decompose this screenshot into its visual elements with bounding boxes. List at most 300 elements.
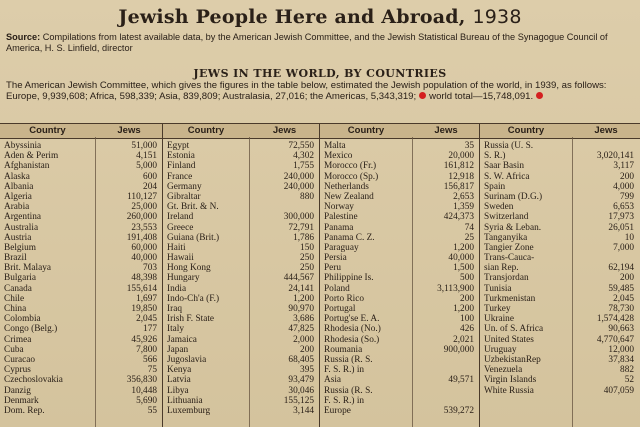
country-name: S. W. Africa <box>484 171 530 182</box>
table-row <box>163 263 320 273</box>
table-row <box>480 223 640 233</box>
table-row <box>163 396 320 406</box>
jews-count: 177 <box>143 324 157 335</box>
country-name: Morocco (Sp.) <box>324 171 379 182</box>
country-name: Tunisia <box>484 283 512 294</box>
country-name: Abyssinia <box>4 141 42 151</box>
country-name: Un. of S. Africa <box>484 324 544 335</box>
jews-count: 3,113,900 <box>437 283 474 294</box>
country-name: Russia (U. S. <box>484 141 534 151</box>
jews-count: 200 <box>460 293 474 304</box>
jews-count: 10,448 <box>131 385 157 396</box>
country-name: Saar Basin <box>484 161 525 172</box>
table-row <box>320 243 480 253</box>
country-name: Porto Rico <box>324 293 365 304</box>
table-row <box>163 223 320 233</box>
country-header: Country <box>347 125 385 136</box>
jews-count: 1,359 <box>453 202 474 213</box>
country-name: Algeria <box>4 191 32 202</box>
table-row <box>320 386 480 396</box>
country-name: Congo (Belg.) <box>4 324 58 335</box>
table-row <box>163 243 320 253</box>
jews-count: 1,697 <box>136 293 157 304</box>
jews-count: 161,812 <box>443 161 474 172</box>
table-row <box>163 324 320 334</box>
table-row <box>480 253 640 263</box>
table-row <box>320 406 480 416</box>
country-name: Albania <box>4 181 34 192</box>
jews-count: 240,000 <box>283 181 314 192</box>
jews-count: 37,834 <box>608 354 634 365</box>
jews-count: 799 <box>620 191 634 202</box>
table-row <box>163 192 320 202</box>
jews-count: 3,144 <box>293 405 314 416</box>
country-name: Haiti <box>167 242 186 253</box>
intro-text: The American Jewish Committee, which gives the figures in the table below, estimated the Jewish population of the world, in 1939, as follows: Europe, 9,939,608; Africa, 598,339; Asia, 839,809; Australasia, 27,016; the Americas, 5,343,319; <box>6 80 607 102</box>
country-name: sian Rep. <box>484 263 519 274</box>
country-name: Ireland <box>167 212 194 223</box>
column-header <box>163 123 320 139</box>
jews-count: 2,653 <box>453 191 474 202</box>
country-name: Spain <box>484 181 506 192</box>
country-name: Peru <box>324 263 342 274</box>
jews-count: 240,000 <box>283 171 314 182</box>
jews-count: 110,127 <box>127 191 157 202</box>
table-row <box>320 345 480 355</box>
jews-count: 1,755 <box>293 161 314 172</box>
country-name: Danzig <box>4 385 31 396</box>
country-name: Portug'se E. A. <box>324 314 380 325</box>
country-name: Crimea <box>4 334 32 345</box>
country-name: Paraguay <box>324 242 359 253</box>
country-name: United States <box>484 334 534 345</box>
table-row <box>163 314 320 324</box>
country-name: Indo-Ch'a (F.) <box>167 293 220 304</box>
country-name: Rhodesia (No.) <box>324 324 381 335</box>
country-name: Palestine <box>324 212 358 223</box>
red-dot-marker <box>536 92 543 99</box>
country-name: Guiana (Brit.) <box>167 232 220 243</box>
intro-paragraph <box>6 81 636 102</box>
country-name: Japan <box>167 344 189 355</box>
jews-count: 407,059 <box>603 385 634 396</box>
jews-count: 62,194 <box>608 263 634 274</box>
country-name: Cuba <box>4 344 24 355</box>
jews-count: 191,408 <box>126 232 157 243</box>
country-name: Panama C. Z. <box>324 232 375 243</box>
country-name: Iraq <box>167 304 182 314</box>
jews-count: 78,730 <box>608 304 634 314</box>
jews-count: 1,786 <box>293 232 314 243</box>
jews-count: 72,791 <box>288 222 314 233</box>
section-divider <box>479 123 480 427</box>
country-name: F. S. R.) in <box>324 365 365 376</box>
section-divider <box>162 123 163 427</box>
jews-count: 4,000 <box>613 181 634 192</box>
jews-count: 200 <box>620 273 634 284</box>
jews-count: 200 <box>620 171 634 182</box>
table-row <box>480 335 640 345</box>
jews-count: 4,770,647 <box>596 334 634 345</box>
country-name: Gt. Brit. & N. <box>167 202 219 213</box>
jews-count: 250 <box>300 263 314 274</box>
table-row <box>480 263 640 273</box>
country-name: Bulgaria <box>4 273 37 284</box>
country-name: Latvia <box>167 375 191 386</box>
table-row <box>0 151 163 161</box>
jews-count: 260,000 <box>126 212 157 223</box>
country-name: Estonia <box>167 151 195 162</box>
country-name: Lithuania <box>167 395 203 406</box>
country-name: Italy <box>167 324 185 335</box>
table-row <box>480 375 640 385</box>
table-row <box>480 386 640 396</box>
jews-count: 23,553 <box>131 222 157 233</box>
jews-count: 395 <box>300 365 314 376</box>
table-row <box>320 253 480 263</box>
country-name: Syria & Leban. <box>484 222 542 233</box>
jews-count: 3,686 <box>293 314 314 325</box>
jews-count: 3,020,141 <box>596 151 634 162</box>
table-row <box>0 345 163 355</box>
jews-count: 566 <box>143 354 157 365</box>
table-row <box>0 223 163 233</box>
country-name: Europe <box>324 405 351 416</box>
table-row <box>480 172 640 182</box>
page-title <box>0 6 640 28</box>
table-row <box>480 324 640 334</box>
country-name: Germany <box>167 181 202 192</box>
country-name: S. R.) <box>484 151 506 162</box>
jews-count: 68,405 <box>288 354 314 365</box>
table-row <box>163 141 320 151</box>
country-name: Sweden <box>484 202 514 213</box>
table-row <box>320 223 480 233</box>
table-row <box>0 172 163 182</box>
jews-count: 25 <box>464 232 474 243</box>
country-name: Roumania <box>324 344 363 355</box>
table-row <box>480 243 640 253</box>
country-name: Irish F. State <box>167 314 215 325</box>
country-name: India <box>167 283 187 294</box>
table-row <box>0 355 163 365</box>
country-name: Czechoslovakia <box>4 375 63 386</box>
table-row <box>163 212 320 222</box>
jews-count: 60,000 <box>131 242 157 253</box>
table-row <box>0 233 163 243</box>
jews-count: 4,151 <box>136 151 157 162</box>
jews-count: 156,817 <box>443 181 474 192</box>
table-row <box>0 335 163 345</box>
jews-count: 155,614 <box>126 283 157 294</box>
country-name: Kenya <box>167 365 192 376</box>
column-header <box>320 123 480 139</box>
table-column-2 <box>163 123 320 427</box>
jews-count: 150 <box>300 242 314 253</box>
table-subtitle: JEWS IN THE WORLD, BY COUNTRIES <box>193 67 447 80</box>
jews-count: 1,200 <box>453 304 474 314</box>
table-row <box>163 182 320 192</box>
jews-count: 250 <box>300 253 314 264</box>
table-row <box>320 182 480 192</box>
country-name: Tangier Zone <box>484 242 534 253</box>
jews-header: Jews <box>594 125 618 136</box>
jews-count: 600 <box>143 171 157 182</box>
table-row <box>480 192 640 202</box>
jews-header: Jews <box>117 125 141 136</box>
jews-count: 100 <box>460 314 474 325</box>
country-name: Arabia <box>4 202 30 213</box>
red-dot-marker <box>419 92 426 99</box>
population-table <box>0 123 640 427</box>
jews-count: 426 <box>460 324 474 335</box>
jews-header: Jews <box>272 125 297 136</box>
table-row <box>163 161 320 171</box>
jews-count: 55 <box>147 405 157 416</box>
country-name: Portugal <box>324 304 356 314</box>
table-row <box>0 192 163 202</box>
table-row <box>480 396 640 406</box>
table-row <box>163 294 320 304</box>
jews-count: 500 <box>460 273 474 284</box>
jews-count: 47,825 <box>288 324 314 335</box>
table-row <box>163 284 320 294</box>
jews-count: 75 <box>147 365 157 376</box>
table-row <box>0 284 163 294</box>
country-name: Trans-Cauca- <box>484 253 535 264</box>
jews-count: 2,045 <box>613 293 634 304</box>
table-row <box>480 212 640 222</box>
jews-count: 5,000 <box>136 161 157 172</box>
country-name: Denmark <box>4 395 39 406</box>
country-name: Netherlands <box>324 181 369 192</box>
table-row <box>163 355 320 365</box>
country-name: Jamaica <box>167 334 197 345</box>
country-name: UzbekistanRep <box>484 354 541 365</box>
table-row <box>0 202 163 212</box>
jews-count: 49,571 <box>448 375 474 386</box>
country-name: Philippine Is. <box>324 273 374 284</box>
table-row <box>320 396 480 406</box>
title-text: Jewish People Here and Abroad, <box>118 6 466 28</box>
source-text: Compilations from latest available data, by the American Jewish Committee, and the Jewish Statistical Bureau of the Synagogue Council of America, H. S. Linfield, director <box>6 32 608 53</box>
table-column-4 <box>480 123 640 427</box>
jews-count: 1,200 <box>453 242 474 253</box>
table-row <box>480 294 640 304</box>
country-name: Surinam (D.G.) <box>484 191 543 202</box>
country-name: F. S. R.) in <box>324 395 365 406</box>
table-row <box>320 284 480 294</box>
table-row <box>0 273 163 283</box>
jews-count: 26,051 <box>608 222 634 233</box>
jews-count: 6,653 <box>613 202 634 213</box>
table-row <box>163 365 320 375</box>
country-name: Libya <box>167 385 189 396</box>
table-row <box>320 202 480 212</box>
jews-count: 155,125 <box>283 395 314 406</box>
country-name: Morocco (Fr.) <box>324 161 377 172</box>
country-name: Gibraltar <box>167 191 201 202</box>
jews-count: 10 <box>624 232 634 243</box>
table-row <box>480 406 640 416</box>
country-name: Poland <box>324 283 350 294</box>
table-row <box>163 345 320 355</box>
jews-count: 93,479 <box>288 375 314 386</box>
table-row <box>0 324 163 334</box>
country-name: Australia <box>4 222 39 233</box>
country-name: Brazil <box>4 253 27 264</box>
table-row <box>0 365 163 375</box>
table-row <box>320 212 480 222</box>
country-name: Mexico <box>324 151 353 162</box>
jews-count: 1,500 <box>453 263 474 274</box>
country-name: France <box>167 171 193 182</box>
country-name: Turkey <box>484 304 511 314</box>
table-row <box>163 233 320 243</box>
table-row <box>320 314 480 324</box>
section-divider <box>319 123 320 427</box>
table-row <box>163 335 320 345</box>
country-name: Venezuela <box>484 365 523 376</box>
country-header: Country <box>29 125 66 136</box>
table-row <box>0 314 163 324</box>
table-row <box>480 151 640 161</box>
table-row <box>480 355 640 365</box>
country-name: Cyprus <box>4 365 31 376</box>
table-row <box>0 386 163 396</box>
table-row <box>163 172 320 182</box>
country-name: Greece <box>167 222 194 233</box>
jews-count: 200 <box>300 344 314 355</box>
jews-count: 52 <box>624 375 634 386</box>
country-name: Argentina <box>4 212 42 223</box>
table-row <box>320 304 480 314</box>
country-name: Malta <box>324 141 346 151</box>
table-row <box>0 161 163 171</box>
table-row <box>163 386 320 396</box>
jews-count: 2,045 <box>136 314 157 325</box>
country-name: Transjordan <box>484 273 529 284</box>
jews-count: 1,200 <box>293 293 314 304</box>
jews-count: 40,000 <box>448 253 474 264</box>
country-name: China <box>4 304 27 314</box>
table-row <box>320 161 480 171</box>
jews-count: 25,000 <box>131 202 157 213</box>
country-name: Dom. Rep. <box>4 405 45 416</box>
jews-count: 90,970 <box>288 304 314 314</box>
country-name: Egypt <box>167 141 190 151</box>
country-name: Hungary <box>167 273 200 284</box>
table-row <box>320 141 480 151</box>
jews-count: 90,663 <box>608 324 634 335</box>
table-row <box>0 375 163 385</box>
country-name: Tanganyika <box>484 232 528 243</box>
jews-count: 17,973 <box>608 212 634 223</box>
table-row <box>0 253 163 263</box>
table-row <box>320 294 480 304</box>
country-name: Alaska <box>4 171 30 182</box>
country-name: Canada <box>4 283 32 294</box>
table-row <box>320 192 480 202</box>
table-row <box>320 375 480 385</box>
jews-count: 12,918 <box>448 171 474 182</box>
table-row <box>320 151 480 161</box>
column-header <box>480 123 640 139</box>
country-name: Belgium <box>4 242 37 253</box>
jews-count: 7,000 <box>613 242 634 253</box>
table-row <box>480 161 640 171</box>
jews-count: 45,926 <box>131 334 157 345</box>
table-row <box>320 233 480 243</box>
country-name: Panama <box>324 222 354 233</box>
table-row <box>480 202 640 212</box>
jews-count: 72,550 <box>288 141 314 151</box>
table-row <box>163 202 320 212</box>
country-name: Luxemburg <box>167 405 211 416</box>
table-row <box>480 345 640 355</box>
table-column-1 <box>0 123 163 427</box>
country-name: Austria <box>4 232 32 243</box>
table-row <box>320 172 480 182</box>
table-row <box>0 396 163 406</box>
table-row <box>480 273 640 283</box>
country-name: White Russia <box>484 385 534 396</box>
country-name: Ukraine <box>484 314 514 325</box>
jews-count: 444,567 <box>283 273 314 284</box>
jews-count: 2,021 <box>453 334 474 345</box>
country-name: Russia (R. S. <box>324 354 373 365</box>
jews-count: 424,373 <box>443 212 474 223</box>
jews-count: 900,000 <box>443 344 474 355</box>
source-note <box>6 32 636 54</box>
table-row <box>0 182 163 192</box>
table-row <box>0 141 163 151</box>
country-name: Turkmenistan <box>484 293 536 304</box>
country-header: Country <box>187 125 225 136</box>
country-name: Brit. Malaya <box>4 263 51 274</box>
jews-count: 12,000 <box>608 344 634 355</box>
jews-count: 539,272 <box>443 405 474 416</box>
country-name: Afghanistan <box>4 161 50 172</box>
country-name: Hawaii <box>167 253 194 264</box>
intro-total: world total—15,748,091. <box>429 90 534 102</box>
country-name: Aden & Perim <box>4 151 59 162</box>
jews-count: 7,800 <box>136 344 157 355</box>
country-name: Asia <box>324 375 342 386</box>
country-name: Curacao <box>4 354 35 365</box>
jews-count: 5,690 <box>136 395 157 406</box>
table-row <box>0 406 163 416</box>
country-name: Jugoslavia <box>167 354 207 365</box>
table-row <box>0 243 163 253</box>
title-year: 1938 <box>472 6 522 28</box>
table-row <box>320 355 480 365</box>
jews-header: Jews <box>434 125 458 136</box>
table-row <box>0 212 163 222</box>
jews-count: 882 <box>620 365 634 376</box>
table-row <box>163 375 320 385</box>
jews-count: 4,302 <box>293 151 314 162</box>
jews-count: 40,000 <box>131 253 157 264</box>
table-row <box>480 304 640 314</box>
table-row <box>320 324 480 334</box>
country-name: New Zealand <box>324 191 374 202</box>
table-row <box>163 304 320 314</box>
table-row <box>320 365 480 375</box>
country-name: Rhodesia (So.) <box>324 334 380 345</box>
jews-count: 300,000 <box>283 212 314 223</box>
country-name: Uruguay <box>484 344 517 355</box>
